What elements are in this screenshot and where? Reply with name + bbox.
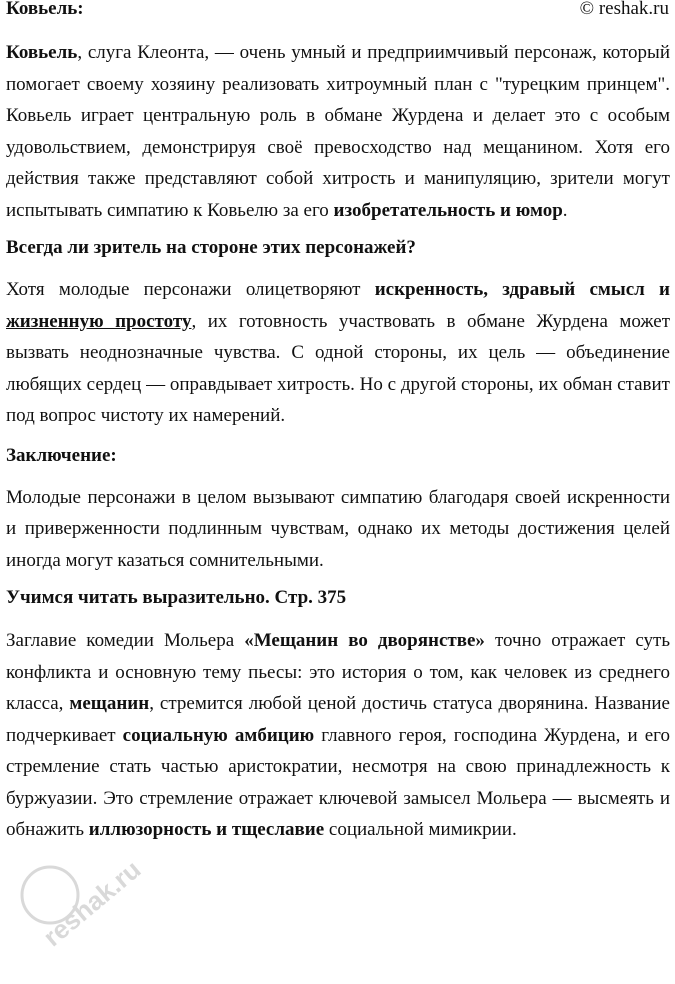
watermark-site: © reshak.ru [579, 0, 669, 19]
heading-kovel: Ковьель: [6, 0, 84, 19]
paragraph-audience [6, 274, 670, 432]
heading-conclusion: Заключение: [6, 444, 117, 466]
term-simplicity: жизненную простоту [6, 310, 192, 332]
text-segment: Хотя молодые персонажи олицетворяют [6, 279, 375, 300]
term-kovel: Ковьель [6, 42, 78, 63]
term-illusion-vanity: иллюзорность и тщеславие [88, 819, 325, 840]
term-inventiveness: изобретательность и юмор [333, 199, 563, 221]
paragraph-kovel [6, 37, 670, 226]
svg-text:reshak.ru: reshak.ru [37, 854, 147, 953]
term-sincerity: искренность, здравый смысл и [374, 279, 670, 300]
heading-learn-reading: Учимся читать выразительно. Стр. 375 [6, 587, 347, 608]
text-segment: . [562, 199, 568, 221]
text-segment: главного героя, господина Журдена, и его стремление стать частью аристократии, несмотря на свою принадлежность к буржуазии. Это стремление отражает ключевой замысел Мольера — высмеять и обнажить [6, 724, 670, 840]
text-segment: Заглавие комедии Мольера [6, 630, 245, 651]
paragraph-conclusion: Молодые персонажи в целом вызывают симпатию благодаря своей искренности и приверженности подлинным чувствам, однако их методы достижения целей иногда могут казаться сомнительными. [6, 486, 670, 571]
text-segment: точно отражает суть конфликта и основную тему пьесы: это история о том, как человек из среднего класса, [6, 630, 671, 714]
text-segment: , их готовность участвовать в обмане Журдена может вызвать неоднозначные чувства. С одной стороны, их цель — объединение любящих сердец — оправдывает хитрость. Но с другой стороны, их обман ставит под вопрос чистоту их намерений. [6, 310, 671, 426]
heading-audience-question: Всегда ли зритель на стороне этих персонажей? [6, 237, 416, 258]
text-segment: социальной мимикрии. [324, 819, 517, 840]
paragraph-title-analysis [6, 625, 670, 846]
term-social-ambition: социальную амбицию [122, 724, 315, 746]
term-play-title: «Мещанин во дворянстве» [244, 630, 485, 651]
text-segment: , слуга Клеонта, — очень умный и предприимчивый персонаж, который помогает своему хозяину реализовать хитроумный план с "турецким принцем". Ковьель играет центральную роль в обмане Журдена и делает это с особым удовольствием, демонстрируя своё превосходство над мещанином. Хотя его действия также представляют собой хитрость и манипуляцию, зрители могут испытывать симпатию к Ковьелю за его [6, 42, 670, 221]
term-meshchanin: мещанин [69, 693, 150, 714]
text-segment: , стремится любой ценой достичь статуса дворянина. Название подчеркивает [6, 693, 670, 746]
document-page [6, 0, 670, 846]
